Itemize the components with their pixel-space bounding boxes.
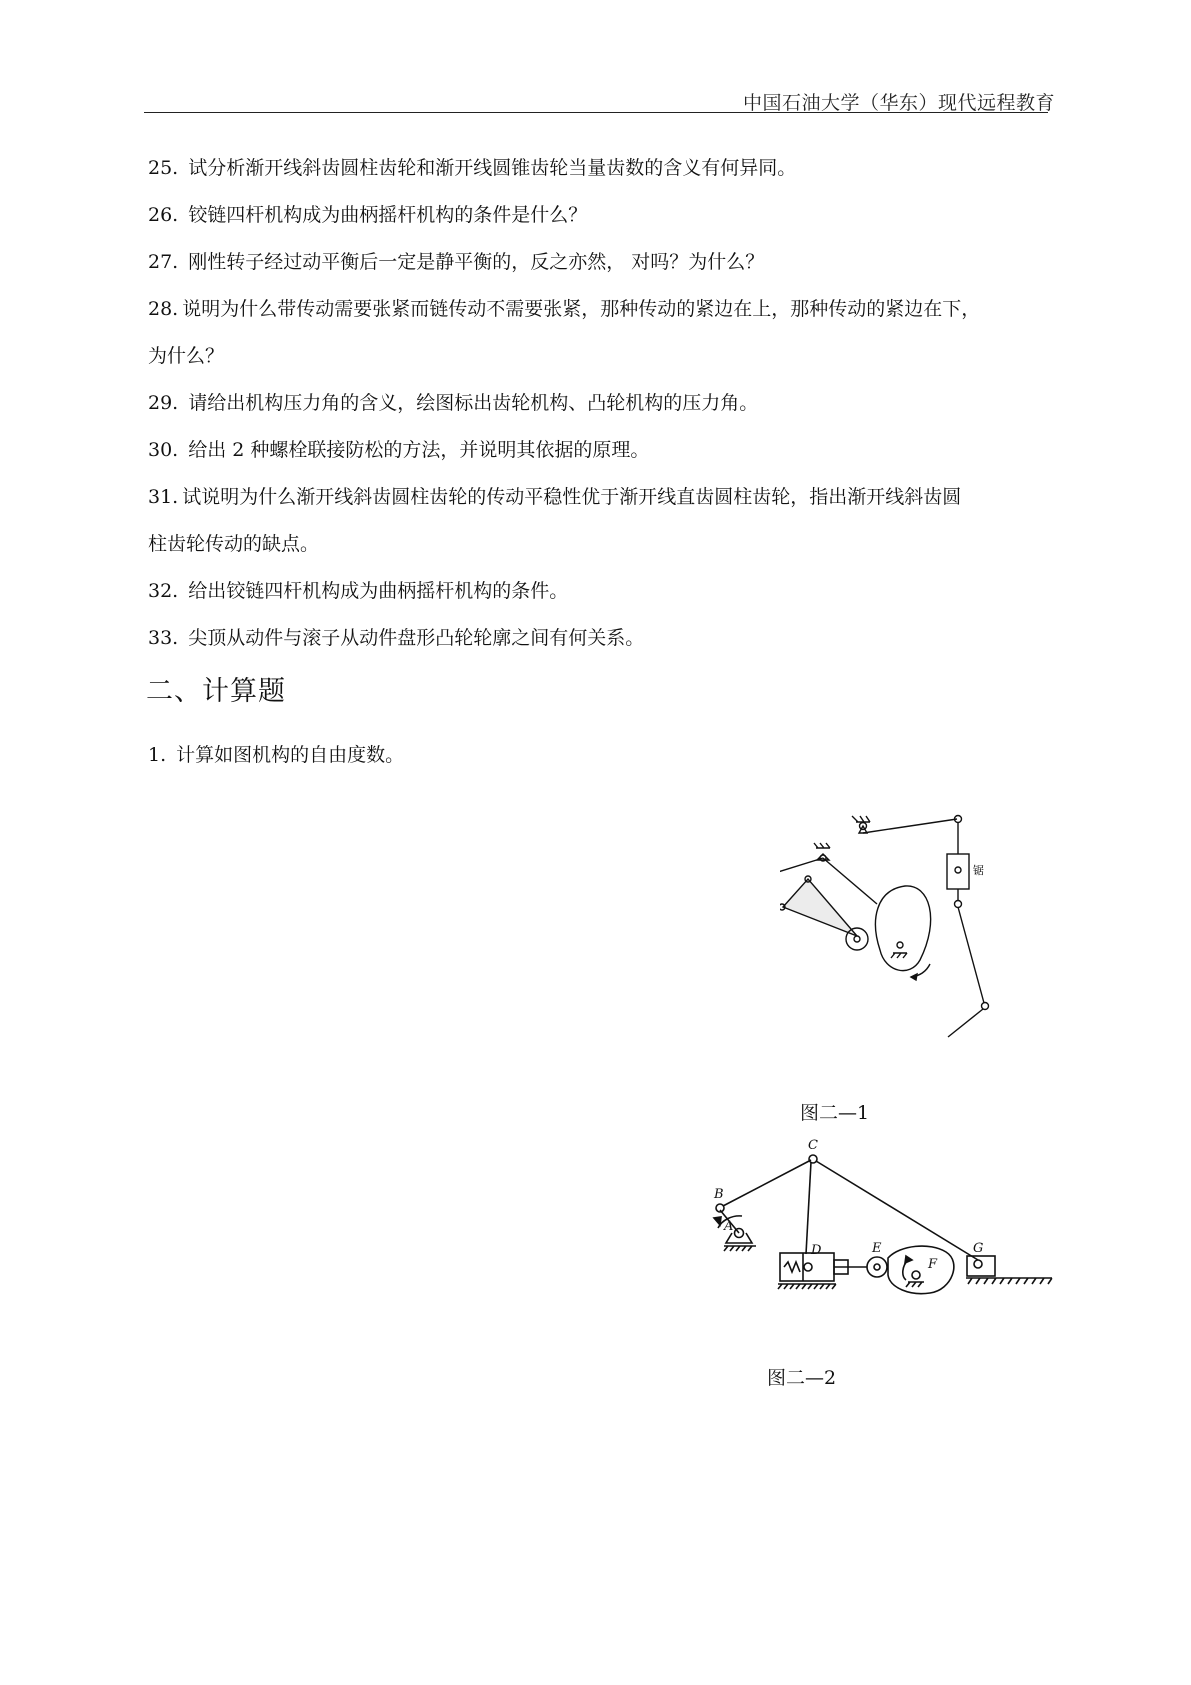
link-bc <box>723 1160 811 1206</box>
problem-number: 1. <box>148 744 167 766</box>
pivot-right-mid <box>955 901 962 908</box>
question-31-continuation: 柱齿轮传动的缺点。 <box>148 533 320 555</box>
link-mid-right <box>823 858 877 904</box>
ground-hatch-2 <box>814 843 830 848</box>
label-b: B <box>714 1187 724 1202</box>
cam-ground <box>891 953 907 958</box>
question-number: 25. <box>148 157 179 179</box>
ground-g <box>966 1278 1052 1284</box>
question-number: 28. <box>148 298 179 320</box>
question-31 <box>148 485 961 509</box>
cam-f <box>888 1246 954 1294</box>
question-text: 给出 2 种螺栓联接防松的方法，并说明其依据的原理。 <box>188 439 650 461</box>
figure-2-1-mechanism <box>780 800 1020 1060</box>
pivot-f <box>912 1271 920 1279</box>
question-text: 刚性转子经过动平衡后一定是静平衡的，反之亦然， 对吗？为什么？ <box>188 251 765 273</box>
roller-e <box>867 1257 887 1277</box>
ground-hatch <box>852 816 870 822</box>
question-text: 给出铰链四杆机构成为曲柄摇杆机构的条件。 <box>188 580 569 602</box>
pin-e <box>874 1264 880 1270</box>
spring <box>784 1262 800 1272</box>
figure-2-2-mechanism <box>690 1130 1060 1330</box>
link-cg <box>816 1161 978 1260</box>
label-c: C <box>808 1138 818 1153</box>
section-heading: 二、计算题 <box>146 676 286 707</box>
question-number: 29. <box>148 392 179 414</box>
question-33 <box>148 626 644 650</box>
header-rule <box>144 112 1048 113</box>
link-right <box>958 907 984 1003</box>
label-a: A <box>724 1219 734 1234</box>
question-25 <box>148 156 796 180</box>
header-institution: 中国石油大学（华东）现代远程教育 <box>742 92 1055 114</box>
problem-1 <box>148 740 404 767</box>
question-text: 试分析渐开线斜齿圆柱齿轮和渐开线圆锥齿轮当量齿数的含义有何异同。 <box>188 157 797 179</box>
crank-arrowhead <box>714 1217 721 1225</box>
question-26 <box>148 203 587 227</box>
link-cd <box>806 1162 811 1254</box>
cam-pivot <box>897 942 903 948</box>
label-f: F <box>928 1257 938 1272</box>
figure-2-1-caption: 图二—1 <box>800 1102 870 1124</box>
question-number: 33. <box>148 627 179 649</box>
question-text: 试说明为什么渐开线斜齿圆柱齿轮的传动平稳性优于渐开线直齿圆柱齿轮，指出渐开线斜齿圆 <box>182 486 962 508</box>
saw-slider <box>947 854 969 889</box>
question-32 <box>148 579 568 603</box>
question-number: 32. <box>148 580 179 602</box>
saw-pin <box>955 867 961 873</box>
pivot-right-low <box>982 1003 989 1010</box>
pin-d <box>804 1263 812 1271</box>
label-d: D <box>811 1243 822 1258</box>
problem-text: 计算如图机构的自由度数。 <box>176 744 405 766</box>
slider-d <box>780 1253 834 1281</box>
figure-2-2-caption: 图二—2 <box>767 1367 837 1389</box>
roller-pin <box>854 936 860 942</box>
ground-f <box>906 1282 924 1287</box>
pin-g <box>974 1260 982 1268</box>
question-text: 请给出机构压力角的含义，绘图标出齿轮机构、凸轮机构的压力角。 <box>188 392 759 414</box>
question-number: 31. <box>148 486 179 508</box>
label-g: G <box>973 1241 984 1256</box>
ground-d <box>778 1284 836 1289</box>
question-29 <box>148 391 758 415</box>
question-28-continuation: 为什么？ <box>148 345 225 367</box>
link-top <box>863 819 957 833</box>
question-27 <box>148 250 764 274</box>
label-e: E <box>872 1241 882 1256</box>
question-number: 30. <box>148 439 179 461</box>
question-30 <box>148 438 649 462</box>
question-number: 27. <box>148 251 179 273</box>
link-to-cam <box>948 1009 983 1037</box>
question-number: 26. <box>148 204 179 226</box>
question-text: 说明为什么带传动需要张紧而链传动不需要张紧，那种传动的紧边在上，那种传动的紧边在下， <box>182 298 981 320</box>
triangle-link <box>783 879 857 936</box>
saw-label: 锯 <box>973 864 984 877</box>
question-28 <box>148 297 980 321</box>
link-mid-left <box>780 858 823 877</box>
question-text: 铰链四杆机构成为曲柄摇杆机构的条件是什么？ <box>188 204 588 226</box>
cam-arrowhead <box>905 1256 912 1263</box>
question-text: 尖顶从动件与滚子从动件盘形凸轮轮廓之间有何关系。 <box>188 627 645 649</box>
rotation-arrowhead <box>911 974 917 980</box>
ground-a <box>724 1246 756 1251</box>
roller <box>846 928 868 950</box>
